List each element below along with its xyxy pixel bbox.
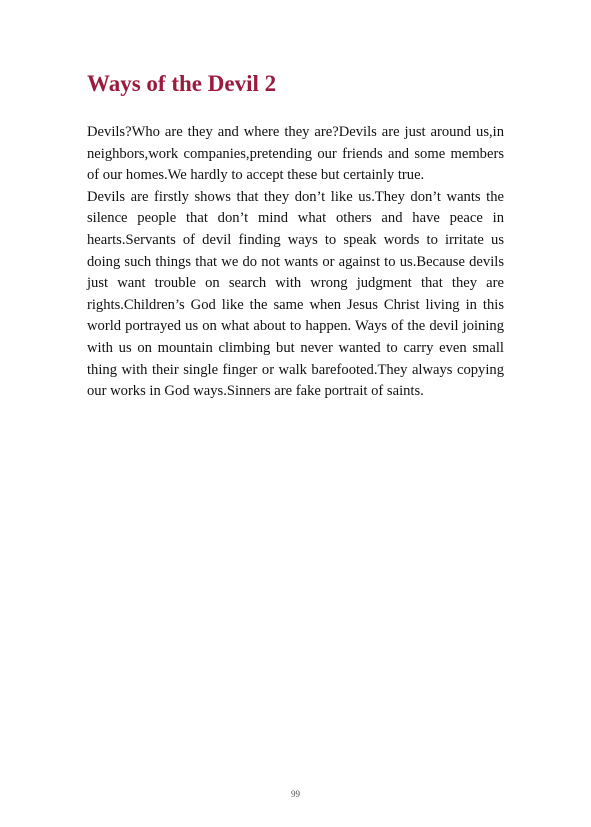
page-title: Ways of the Devil 2 (87, 71, 277, 96)
paragraph-2: Devils are firstly shows that they don’t like us.They don’t wants the silence people that don’t mind what others and have peace in hearts.Servants of devil finding ways to speak words to irritate us doing such things that we do not wants or against to us.Because devils just want trouble on search with wrong judgment that they are rights.Children’s God like the same when Jesus Christ living in this world portrayed us on what about to happen. Ways of the devil joining with us on mountain climbing but never wanted to carry even small thing with their single finger or walk barefooted.They always copying our works in God ways.Sinners are fake portrait of saints. (87, 188, 504, 400)
paragraph-1: Devils?Who are they and where they are?Devils are just around us,in neighbors,work companies,pretending our friends and some members of our homes.We hardly to accept these but certainly true. (87, 124, 504, 184)
page-number: 99 (291, 789, 300, 799)
body-text (87, 122, 504, 403)
